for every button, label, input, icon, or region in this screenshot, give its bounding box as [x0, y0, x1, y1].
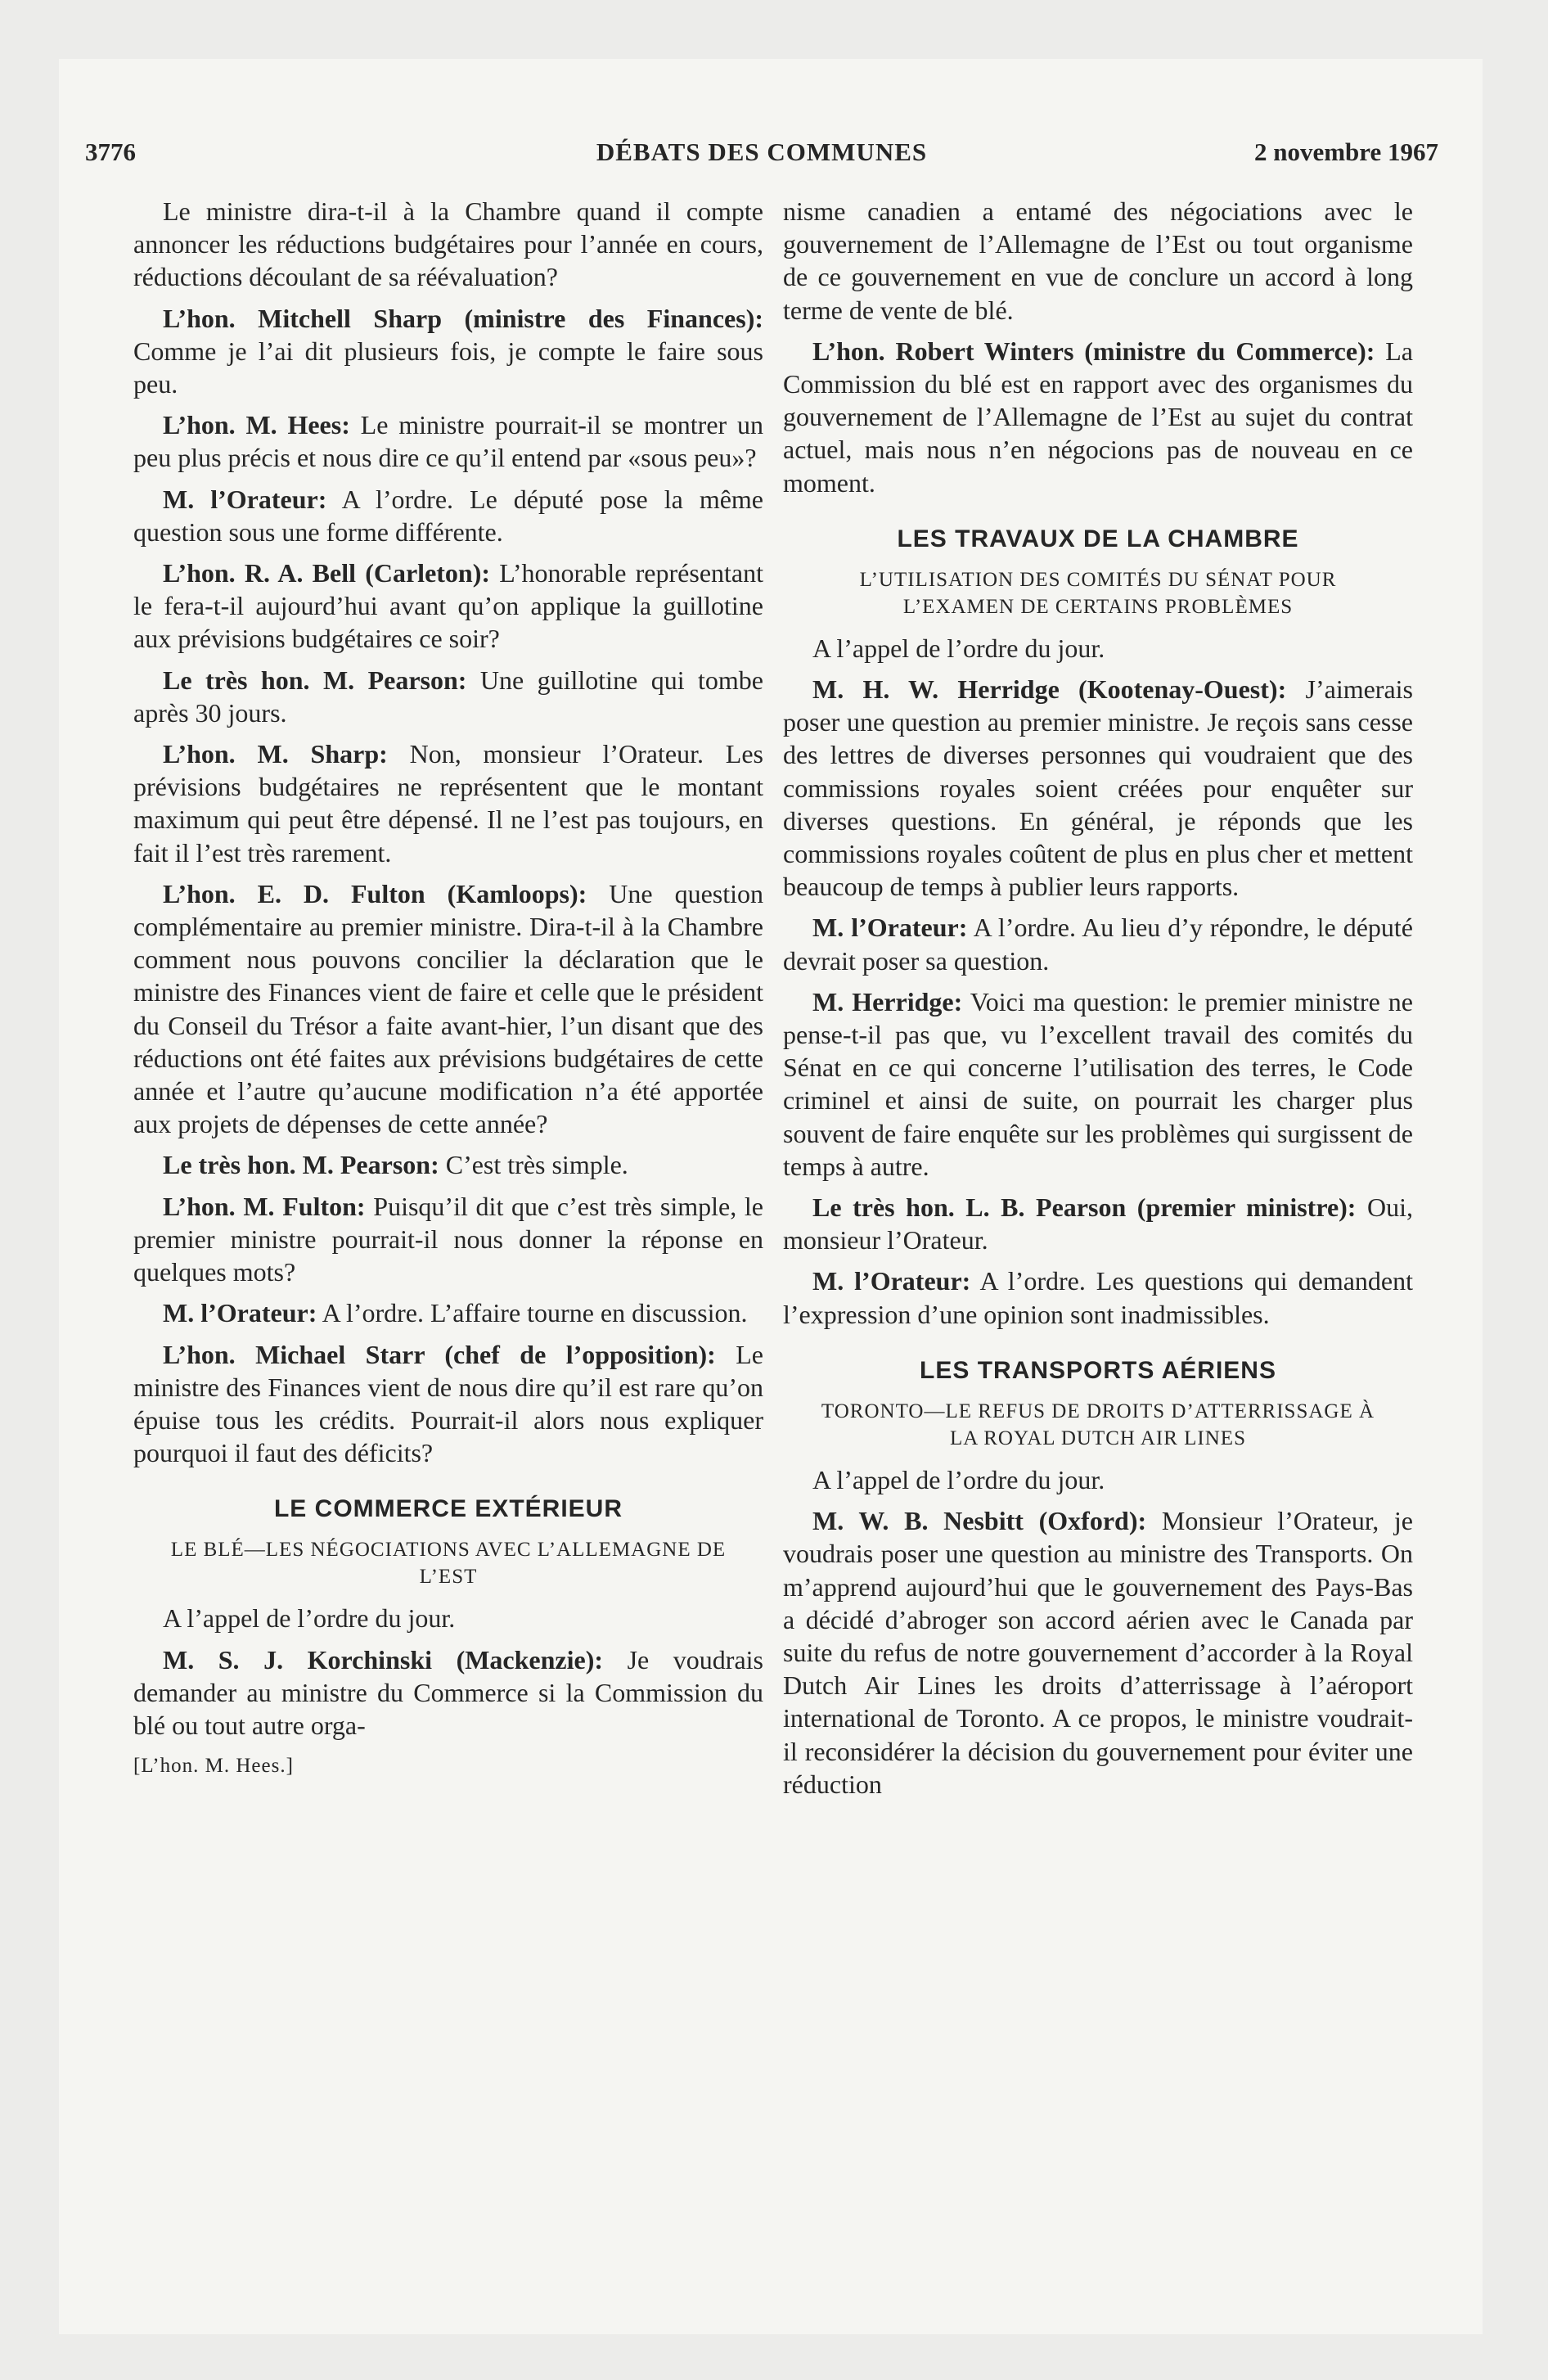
speaker: L’hon. Robert Winters (ministre du Commerce): — [812, 336, 1375, 366]
speaker: M. S. J. Korchinski (Mackenzie): — [163, 1644, 604, 1675]
paragraph — [133, 1338, 763, 1470]
paragraph — [133, 1643, 763, 1742]
speaker: M. W. B. Nesbitt (Oxford): — [812, 1506, 1147, 1536]
paragraph — [783, 673, 1413, 903]
speaker: L’hon. E. D. Fulton (Kamloops): — [163, 878, 587, 908]
speaker: L’hon. Mitchell Sharp (ministre des Finances): — [163, 303, 763, 333]
page-date: 2 novembre 1967 — [1253, 137, 1438, 166]
paragraph: A l’appel de l’ordre du jour. — [812, 633, 1105, 663]
paragraph: Le ministre dira-t-il à la Chambre quand il compte annoncer les réductions budgétaires pour l’année en cours, réductions découlant de sa réévaluation? — [133, 196, 763, 292]
page-header — [85, 137, 1438, 170]
paragraph — [133, 557, 763, 656]
section-heading: LES TRANSPORTS AÉRIENS — [920, 1356, 1276, 1384]
speech: C’est très simple. — [439, 1150, 628, 1180]
section-subheading: TORONTO—LE REFUS DE DROITS D’ATTERRISSAGE À LA ROYAL DUTCH AIR LINES — [821, 1400, 1375, 1449]
page-number: 3776 — [85, 137, 136, 166]
section-heading: LES TRAVAUX DE LA CHAMBRE — [897, 525, 1299, 552]
section-subheading: LE BLÉ—LES NÉGOCIATIONS AVEC L’ALLEMAGNE DE L’EST — [170, 1539, 727, 1589]
speaker: M. l’Orateur: — [163, 484, 327, 514]
speech: Oui, monsieur l’Orateur. — [783, 1192, 1414, 1255]
publication-title: DÉBATS DES COMMUNES — [596, 137, 928, 166]
speech: Le ministre pourrait-il se montrer un peu plus précis et nous dire ce qu’il entend par «sous peu»? — [133, 410, 764, 473]
speaker: M. l’Orateur: — [812, 1266, 971, 1296]
section-subheading: L’UTILISATION DES COMITÉS DU SÉNAT POUR L’EXAMEN DE CERTAINS PROBLÈMES — [859, 568, 1337, 618]
paragraph — [783, 335, 1413, 499]
speech: Monsieur l’Orateur, je voudrais poser une question au ministre des Transports. On m’apprend aujourd’hui que le gouvernement des Pays-Bas a décidé d’abroger son accord aérien avec le Canada par suite du refus de notre gouvernement d’accorder à la Royal Dutch Air Lines les droits d’atterrissage à l’aéroport international de Toronto. A ce propos, le ministre voudrait-il reconsidérer la décision du gouvernement pour éviter une réduction — [783, 1506, 1414, 1799]
speech: L’honorable représentant le fera-t-il aujourd’hui avant qu’on applique la guillotine aux prévisions budgétaires ce soir? — [133, 558, 764, 654]
section-heading: LE COMMERCE EXTÉRIEUR — [273, 1495, 623, 1523]
speaker: M. H. W. Herridge (Kootenay-Ouest): — [812, 674, 1287, 705]
speech: La Commission du blé est en rapport avec des organismes du gouvernement de l’Allemagne de l’Est au sujet du contrat actuel, mais nous n’en négocions pas de nouveau en ce moment. — [783, 336, 1414, 498]
speaker: M. l’Orateur: — [163, 1298, 317, 1328]
speaker: L’hon. R. A. Bell (Carleton): — [163, 558, 491, 588]
speaker: Le très hon. M. Pearson: — [163, 665, 467, 695]
speech: Non, monsieur l’Orateur. Les prévisions budgétaires ne représentent que le montant maximum qui peut être dépensé. Il ne l’est pas toujours, en fait il l’est très rarement. — [133, 739, 764, 868]
paragraph: nisme canadien a entamé des négociations avec le gouvernement de l’Allemagne de l’Est ou tout organisme de ce gouvernement en vue de conclure un accord à long terme de vente de blé. — [783, 196, 1413, 325]
paragraph — [783, 1504, 1413, 1801]
speech: Voici ma question: le premier ministre ne pense-t-il pas que, vu l’excellent travail des comités du Sénat en ce qui concerne l’utilisation des terres, le Code criminel et ainsi de suite, on pourrait les charger plus souvent de faire enquête sur les problèmes qui surgissent de temps à autre. — [783, 986, 1414, 1181]
speech: J’aimerais poser une question au premier ministre. Je reçois sans cesse des lettres de diverses personnes qui voudraient que des commissions royales soient créées pour enquêter sur diverses questions. En général, je réponds que les commissions royales coûtent de plus en plus cher et mettent beaucoup de temps à publier leurs rapports. — [783, 674, 1414, 902]
speech: Je voudrais demander au ministre du Commerce si la Commission du blé ou tout autre orga- — [133, 1644, 763, 1740]
speech: A l’ordre. L’affaire tourne en discussion. — [317, 1298, 748, 1328]
speech: Une question complémentaire au premier ministre. Dira-t-il à la Chambre comment nous pouvons concilier la déclaration que le ministre des Finances vient de faire et celle que le président du Conseil du Trésor a faite avant-hier, l’un disant que des réductions ont été faites aux prévisions budgétaires de cette année et l’autre qu’aucune modification n’a été apportée aux projets de dépenses de cette année? — [133, 878, 764, 1139]
paragraph: A l’appel de l’ordre du jour. — [163, 1603, 456, 1634]
speech: A l’ordre. Le député pose la même question sous une forme différente. — [133, 484, 764, 547]
speaker: Le très hon. L. B. Pearson (premier ministre): — [812, 1192, 1357, 1223]
paragraph — [133, 302, 763, 401]
speech: Le ministre des Finances vient de nous dire qu’il est rare qu’on épuise tous les crédits. Pourrait-il alors nous expliquer pourquoi il faut des déficits? — [133, 1339, 764, 1468]
speaker: L’hon. M. Sharp: — [163, 739, 388, 769]
speech: Une guillotine qui tombe après 30 jours. — [133, 665, 763, 728]
paragraph — [133, 664, 763, 729]
speech: A l’ordre. Les questions qui demandent l’expression d’une opinion sont inadmissibles. — [783, 1266, 1414, 1329]
speaker: Le très hon. M. Pearson: — [163, 1150, 439, 1180]
paragraph — [133, 1190, 763, 1289]
paragraph — [133, 408, 763, 474]
paragraph — [133, 877, 763, 1141]
speaker: M. l’Orateur: — [812, 913, 968, 943]
paragraph: A l’appel de l’ordre du jour. — [812, 1464, 1105, 1494]
speaker: L’hon. M. Hees: — [163, 410, 350, 440]
right-column — [783, 195, 1413, 1809]
paragraph — [783, 911, 1413, 976]
speaker: L’hon. Michael Starr (chef de l’opposition): — [163, 1339, 716, 1369]
speech: Comme je l’ai dit plusieurs fois, je compte le faire sous peu. — [133, 336, 763, 399]
footnote: [L’hon. M. Hees.] — [133, 1755, 294, 1778]
speaker: L’hon. M. Fulton: — [163, 1191, 366, 1221]
speech: A l’ordre. Au lieu d’y répondre, le député devrait poser sa question. — [783, 913, 1414, 976]
paragraph — [783, 985, 1413, 1183]
paragraph — [133, 1296, 763, 1329]
left-column — [133, 195, 763, 1783]
paragraph — [133, 483, 763, 548]
speech: Puisqu’il dit que c’est très simple, le premier ministre pourrait-il nous donner la réponse en quelques mots? — [133, 1191, 764, 1287]
paragraph — [783, 1191, 1413, 1256]
paragraph — [133, 737, 763, 869]
paragraph — [133, 1148, 763, 1181]
paragraph — [783, 1264, 1413, 1330]
speaker: M. Herridge: — [812, 986, 963, 1016]
